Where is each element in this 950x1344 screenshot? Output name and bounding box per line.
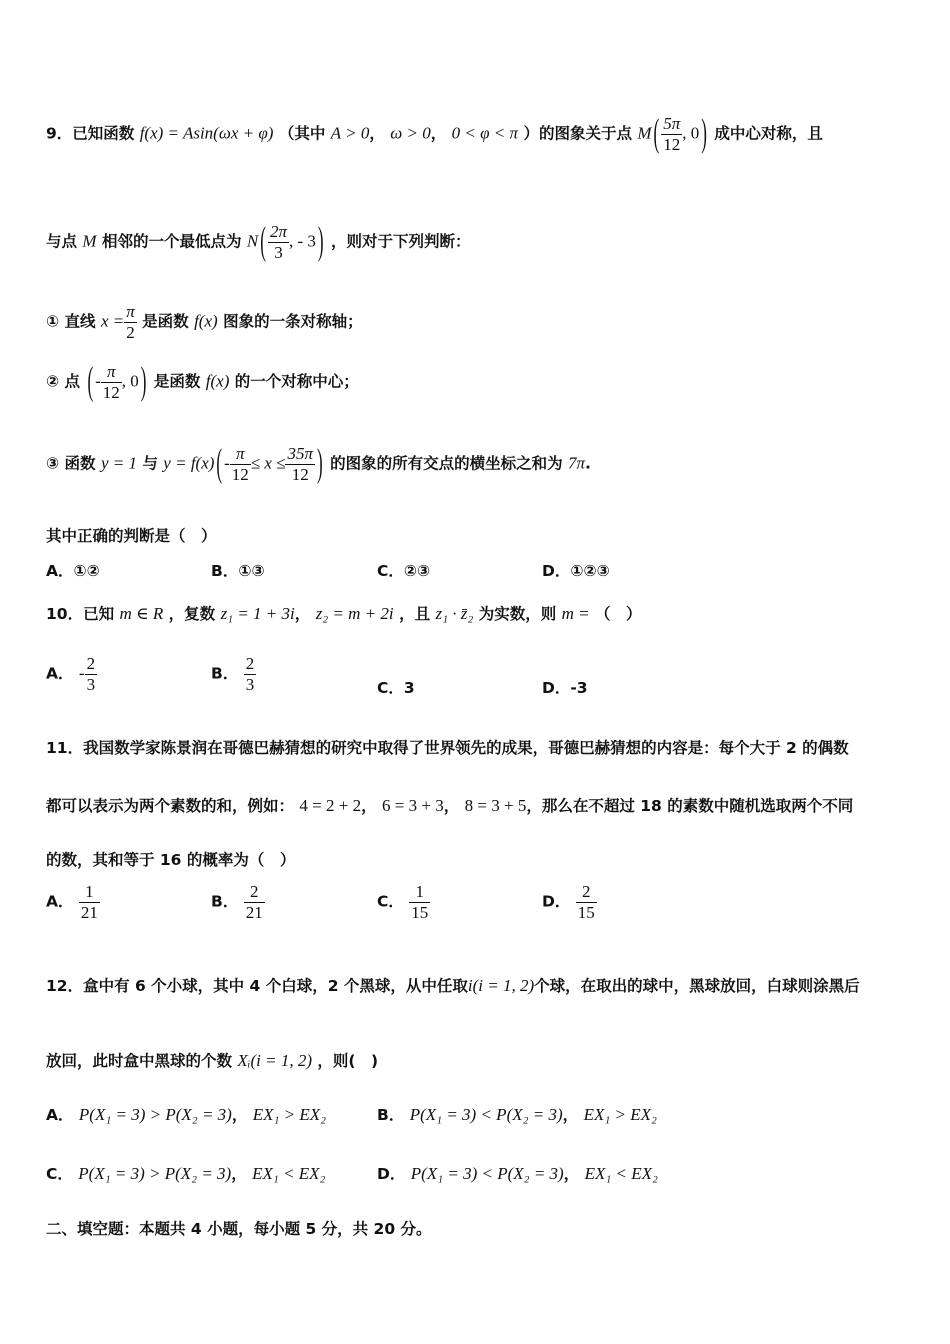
s2-frac: $\frac{\pi}{12}$ [102,362,120,402]
q9-line2: 与点 M 相邻的一个最低点为 N ( $\frac{2\pi}{3}$ , - 3 ) ，则对于下列判断： [46,219,471,263]
q10-product: z₁ · z̄₂ [435,604,474,623]
q10-option-b: B． $\frac{2}{3}$ [211,654,255,694]
q12-text: 12．盒中有 6 个小球，其中 4 个白球，2 个黑球，从中任取 [46,977,468,995]
s3-value: 7π [568,453,586,473]
q9-option-c: C．②③ [377,562,431,580]
q11-example-1: 4 = 2 + 2 [299,796,362,815]
q11-line3 [46,848,295,870]
q9-text: 成中心对称，且 [714,124,823,143]
s3-frac2: $\frac{35\pi}{12}$ [287,444,313,484]
q10-m-in-r: m ∈ R [119,604,164,623]
s1-f: f(x) [194,311,218,331]
s1-text: 图象的一条对称轴； [223,312,363,331]
q10-line1: 10．已知 m ∈ R ，复数 z₁ = 1 + 3i， z₂ = m + 2i ，且 z₁ · z̄₂ 为实数，则 m = （ ） [46,604,642,623]
q11-option-c: C． $\frac{1}{15}$ [377,882,429,922]
q11-text: ，那么在不超过 18 的素数中随机选取两个不同 [526,797,854,815]
q9-statement-2: ② 点 ( - $\frac{\pi}{12}$ , 0 ) 是函数 f(x) 的一个对称中心； [46,359,359,403]
q11-option-b: B． $\frac{2}{21}$ [211,882,263,922]
q9-cond-a: A > 0 [330,123,370,143]
q9-option-d: D．①②③ [542,562,610,580]
s1-x: x = [100,311,125,331]
q9-statement-3: ③ 函数 y = 1 与 y = f(x) ( - $\frac{\pi}{12}$ ≤ x ≤ $\frac{35\pi}{12}$ ) 的图象的所有交点的横坐标之和为 7π. [46,441,591,485]
q9-line1: 9．已知函数 f(x) = Asin(ωx + φ) （其中 A > 0， ω > 0， 0 < φ < π ）的图象关于点 M ( $\frac{5\pi}{12}$ , 0 ) 成中心对称，且 [46,111,823,155]
q9-cond-phi: 0 < φ < π [451,123,519,143]
s3-yf: y = f(x) [163,453,215,473]
s3-y1: y = 1 [100,453,137,473]
q9-m-frac: $\frac{5\pi}{12}$ [663,114,681,154]
q12-i-expr: i(i = 1, 2) [467,976,535,995]
q10-option-d: D．-3 [542,679,588,697]
q10-z1: z₁ = 1 + 3i [220,604,295,623]
q12-option-b: B． P(X₁ = 3) < P(X₂ = 3)， EX₁ > EX₂ [377,1105,657,1124]
q10-text: ，且 [399,605,431,623]
q11-option-a: A． $\frac{1}{21}$ [46,882,98,922]
q11-line1 [46,736,849,758]
q9-n-frac: $\frac{2\pi}{3}$ [269,222,287,262]
s3-text: 与 [142,454,158,473]
q11-option-d: D． $\frac{2}{15}$ [542,882,595,922]
q9-text: 相邻的一个最低点为 [102,232,242,251]
s1-frac: $\frac{\pi}{2}$ [126,302,135,342]
q9-text: （其中 [278,124,326,143]
q11-text: 的数，其和等于 16 的概率为（ ） [46,851,296,869]
q9-cond-omega: ω > 0 [390,123,431,143]
s3-text: ③ 函数 [46,454,96,473]
q9-point-m-ref: M [82,231,97,251]
q11-example-3: 8 = 3 + 5 [464,796,527,815]
q9-point-m: M [637,123,652,143]
q9-ask [46,524,217,546]
q11-line2: 都可以表示为两个素数的和，例如： 4 = 2 + 2， 6 = 3 + 3， 8 = 3 + 5，那么在不超过 18 的素数中随机选取两个不同 [46,796,854,815]
q9-text: ）的图象关于点 [523,124,632,143]
q10-text: （ ） [595,605,642,623]
q9-text: 与点 [46,232,78,251]
q12-line1 [46,974,860,996]
s2-text: 是函数 [153,372,201,391]
q10-option-a: A． - $\frac{2}{3}$ [46,654,96,694]
q11-example-2: 6 = 3 + 3 [382,796,444,815]
s3-text: 的图象的所有交点的横坐标之和为 [330,454,563,473]
q12-text: 放回，此时盒中黑球的个数 [46,1052,233,1070]
s3-frac1: $\frac{\pi}{12}$ [231,444,249,484]
q12-text: ，则( ) [317,1052,379,1070]
q9-function: f(x) = Asin(ωx + φ) [139,123,274,143]
s2-f: f(x) [205,371,230,391]
q10-z2: z₂ = m + 2i [315,604,394,623]
q10-text: 10．已知 [46,605,115,623]
q10-text: 为实数，则 [478,605,557,623]
q9-ask-text: 其中正确的判断是（ ） [46,527,217,545]
q11-text: 都可以表示为两个素数的和，例如： [46,797,295,815]
q12-x-expr: Xᵢ(i = 1, 2) [237,1051,313,1070]
q9-text: 9．已知函数 [46,124,135,143]
q9-sep: ， [430,124,447,143]
q9-sep: ， [369,124,385,143]
s2-text: 的一个对称中心； [234,372,359,391]
q10-option-c: C．3 [377,679,415,697]
section-2-title [46,1217,432,1239]
q12-line2 [46,1049,378,1071]
q12-text: 个球，在取出的球中，黑球放回，白球则涂黑后 [534,977,860,995]
q12-option-a: A． P(X₁ = 3) > P(X₂ = 3)， EX₁ > EX₂ [46,1105,327,1124]
q12-option-d: D． P(X₁ = 3) < P(X₂ = 3)， EX₁ < EX₂ [377,1164,658,1183]
s1-text: 是函数 [142,312,189,331]
q12-option-c: C． P(X₁ = 3) > P(X₂ = 3)， EX₁ < EX₂ [46,1164,326,1183]
q9-option-b: B．①③ [211,562,265,580]
q9-text: ，则对于下列判断： [330,232,471,251]
s2-text: ② 点 [46,372,81,391]
q9-statement-1 [46,302,363,342]
q10-text: ，复数 [168,605,216,623]
q9-point-n: N [246,231,259,251]
q9-option-a: A．①② [46,562,100,580]
q11-text: 11．我国数学家陈景润在哥德巴赫猜想的研究中取得了世界领先的成果，哥德巴赫猜想的内容是：每个大于 2 的偶数 [46,739,849,757]
q10-m-eq: m = [561,604,590,623]
section-title-text: 二、填空题：本题共 4 小题，每小题 5 分，共 20 分。 [46,1220,432,1238]
s1-text: ① 直线 [46,312,96,331]
